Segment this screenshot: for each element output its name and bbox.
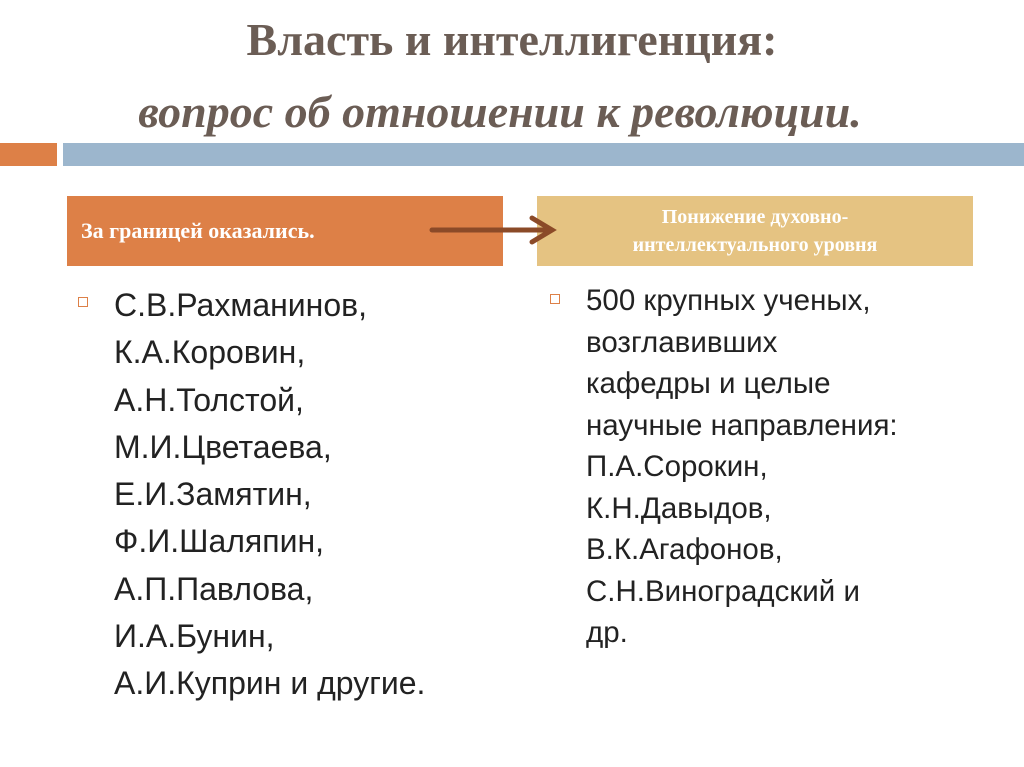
left-list-line: С.В.Рахманинов,	[114, 287, 368, 323]
right-column-header	[537, 196, 973, 266]
right-list-line: др.	[586, 616, 628, 649]
right-list-item	[586, 280, 998, 654]
right-arrow-icon	[428, 213, 568, 247]
left-list-line: Е.И.Замятин,	[114, 476, 312, 513]
right-column-header-label	[633, 203, 878, 259]
left-bullet-list	[76, 282, 516, 708]
right-list-line: С.Н.Виноградский и	[586, 574, 860, 608]
left-list-line: А.П.Павлова,	[114, 570, 314, 607]
left-column-header-label: За границей оказались.	[81, 218, 315, 243]
right-list-line: К.Н.Давыдов,	[586, 491, 772, 525]
right-list-line: В.К.Агафонов,	[586, 533, 783, 566]
accent-bar-blue	[63, 143, 1024, 166]
hollow-square-bullet-icon	[550, 294, 560, 304]
right-list-line: возглавивших	[586, 325, 778, 359]
right-list-line: кафедры и целые	[586, 367, 831, 400]
right-list-line: П.А.Сорокин,	[586, 450, 768, 483]
accent-bar-orange	[0, 143, 57, 166]
left-list-line: К.А.Коровин,	[114, 334, 306, 371]
right-header-line-1: Понижение духовно-	[661, 206, 849, 228]
right-list-line: научные направления:	[586, 408, 898, 442]
slide-title: Власть и интеллигенция:	[246, 14, 778, 65]
left-list-line: А.И.Куприн и другие.	[114, 665, 426, 702]
hollow-square-bullet-icon	[78, 297, 88, 307]
right-bullet-list	[548, 280, 998, 654]
left-list-line: М.И.Цветаева,	[114, 428, 332, 465]
right-list-line: 500 крупных ученых,	[586, 284, 871, 317]
left-list-line: А.Н.Толстой,	[114, 381, 304, 418]
right-header-line-2: интеллектуального уровня	[632, 234, 878, 256]
left-list-line: Ф.И.Шаляпин,	[114, 523, 324, 560]
slide-subtitle: вопрос об отношении к революции.	[138, 86, 862, 137]
left-list-item	[114, 282, 516, 708]
left-list-line: И.А.Бунин,	[114, 618, 275, 655]
